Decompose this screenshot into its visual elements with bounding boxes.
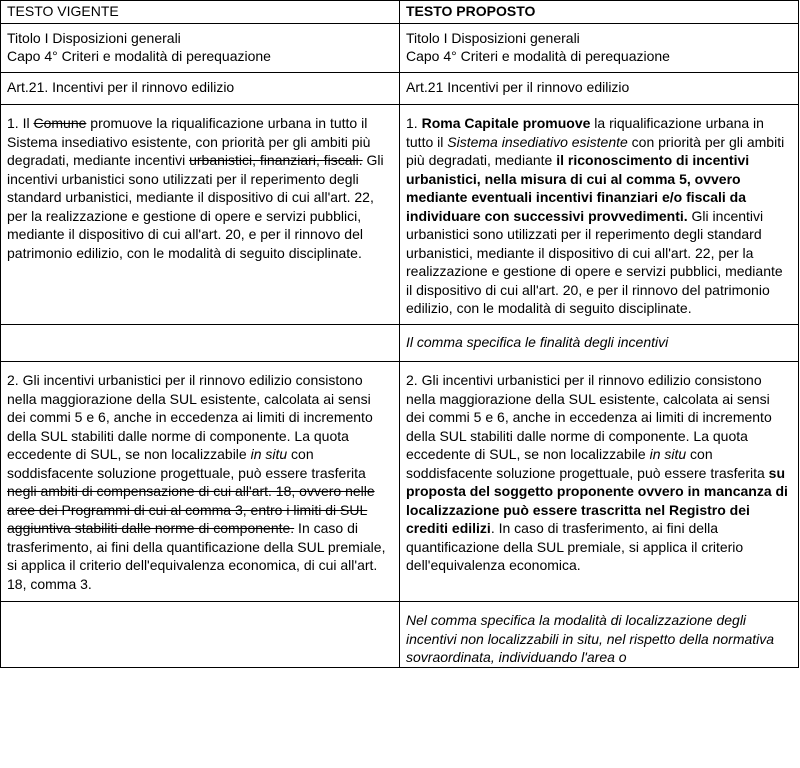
titolo-right-cell bbox=[400, 23, 799, 72]
comma1-right-text: 1. bbox=[406, 115, 422, 131]
comma1-right bbox=[400, 105, 799, 325]
note1-left-empty bbox=[1, 324, 400, 362]
header-testo-proposto: TESTO PROPOSTO bbox=[400, 1, 799, 24]
comma2-left-deleted: negli ambiti di compensazione di cui all'art. 18, ovvero nelle aree dei Programmi di cui al comma 3, entro i limiti di SUL aggiuntiva stabiliti dalle norme di componente. bbox=[7, 483, 375, 536]
comma2-left-italic: in situ bbox=[250, 446, 288, 462]
comma1-left-text: 1. Il bbox=[7, 115, 34, 131]
titolo-left-cell bbox=[1, 23, 400, 72]
titolo-right-line1: Titolo I Disposizioni generali bbox=[406, 29, 580, 46]
comma1-right-text: con priorità per gli ambiti più degradati, mediante bbox=[406, 133, 785, 168]
comma2-right-text: con soddisfacente soluzione progettuale, può essere trasferita bbox=[406, 446, 769, 481]
comma1-right-text: Gli incentivi urbanistici sono utilizzati per il reperimento degli standard urbanistici, mediante il dispositivo di cui all'art. 22, per la realizzazione e gestione di opere e servizi pubblici, mediante il dispositivo di cui all'art. 20, e per il rinnovo del patrimonio edilizio, con le modalità di seguito disciplinate. bbox=[406, 207, 783, 316]
note2-left-empty bbox=[1, 602, 400, 668]
comma2-left-text: 2. Gli incentivi urbanistici per il rinnovo edilizio consistono nella maggiorazione della SUL esistente, calcolata ai sensi dei commi 5 e 6, anche in eccedenza ai limiti di incremento della SUL stabiliti dalle norme di componente. La quota eccedente di SUL, se non localizzabile bbox=[7, 372, 373, 462]
comma2-row bbox=[1, 362, 799, 602]
comma2-left bbox=[1, 362, 400, 602]
comma2-right-text: . In caso di trasferimento, ai fini della quantificazione della SUL premiale, si applica il criterio dell'equivalenza economica. bbox=[406, 520, 744, 573]
comma1-left-text: Gli incentivi urbanistici sono utilizzati per il reperimento degli standard urbanistici, mediante il dispositivo di cui all'art. 22, per la realizzazione e gestione di opere e servizi pubblici, mediante il dispositivo di cui all'art. 20, e per il rinnovo del patrimonio edilizio, con le modalità di seguito disciplinate. bbox=[7, 152, 384, 261]
note1-right: Il comma specifica le finalità degli incentivi bbox=[400, 324, 799, 362]
comma2-right-text: 2. Gli incentivi urbanistici per il rinnovo edilizio consistono nella maggiorazione della SUL esistente, calcolata ai sensi dei commi 5 e 6, anche in eccedenza ai limiti di incremento della SUL stabiliti dalle norme di componente. La quota eccedente di SUL, se non localizzabile bbox=[406, 372, 772, 462]
comma2-right bbox=[400, 362, 799, 602]
comma2-right-italic: in situ bbox=[649, 446, 687, 462]
comma1-right-added-incentivi: il riconoscimento di incentivi urbanistici, nella misura di cui al comma 5, ovvero mediante eventuali incentivi finanziari e/o fiscali da individuare con successivi provvedimenti. bbox=[406, 152, 750, 224]
header-testo-vigente: TESTO VIGENTE bbox=[1, 1, 400, 24]
articolo-row bbox=[1, 72, 799, 105]
comma1-right-added-roma: Roma Capitale promuove bbox=[421, 115, 591, 131]
comma2-left-text: In caso di trasferimento, ai fini della quantificazione della SUL premiale, si applica il criterio dell'equivalenza economica, di cui all'art. 18, comma 3. bbox=[7, 520, 386, 592]
titolo-left-line1: Titolo I Disposizioni generali bbox=[7, 29, 181, 46]
comma1-row bbox=[1, 105, 799, 325]
comma2-left-text: con soddisfacente soluzione progettuale, può essere trasferita bbox=[7, 446, 366, 481]
comma1-left-deleted-comune: Comune bbox=[33, 115, 87, 131]
comma2-right-added: su proposta del soggetto proponente ovvero in mancanza di localizzazione può essere trascritta nel Registro dei crediti edilizi bbox=[406, 464, 788, 536]
comma1-left-text: promuove la riqualificazione urbana in tutto il Sistema insediativo esistente, con priorità per gli ambiti più degradati, mediante incentivi bbox=[7, 115, 371, 168]
titolo-right-line2: Capo 4° Criteri e modalità di perequazione bbox=[406, 48, 670, 64]
comma1-left-deleted-incentivi: urbanistici, finanziari, fiscali. bbox=[189, 152, 363, 168]
articolo-left: Art.21. Incentivi per il rinnovo edilizio bbox=[1, 72, 400, 105]
comma1-right-text: la riqualificazione urbana in tutto il bbox=[406, 115, 764, 150]
comma1-right-italic: Sistema insediativo esistente bbox=[447, 133, 628, 150]
note2-row bbox=[1, 602, 799, 668]
note1-row bbox=[1, 324, 799, 362]
header-row bbox=[1, 1, 799, 24]
articolo-right: Art.21 Incentivi per il rinnovo edilizio bbox=[400, 72, 799, 105]
note2-right: Nel comma specifica la modalità di localizzazione degli incentivi non localizzabili in situ, nel rispetto della normativa sovraordinata, individuando l'area o bbox=[400, 602, 799, 668]
titolo-row bbox=[1, 23, 799, 72]
comma1-left bbox=[1, 105, 400, 325]
titolo-left-line2: Capo 4° Criteri e modalità di perequazione bbox=[7, 48, 271, 64]
